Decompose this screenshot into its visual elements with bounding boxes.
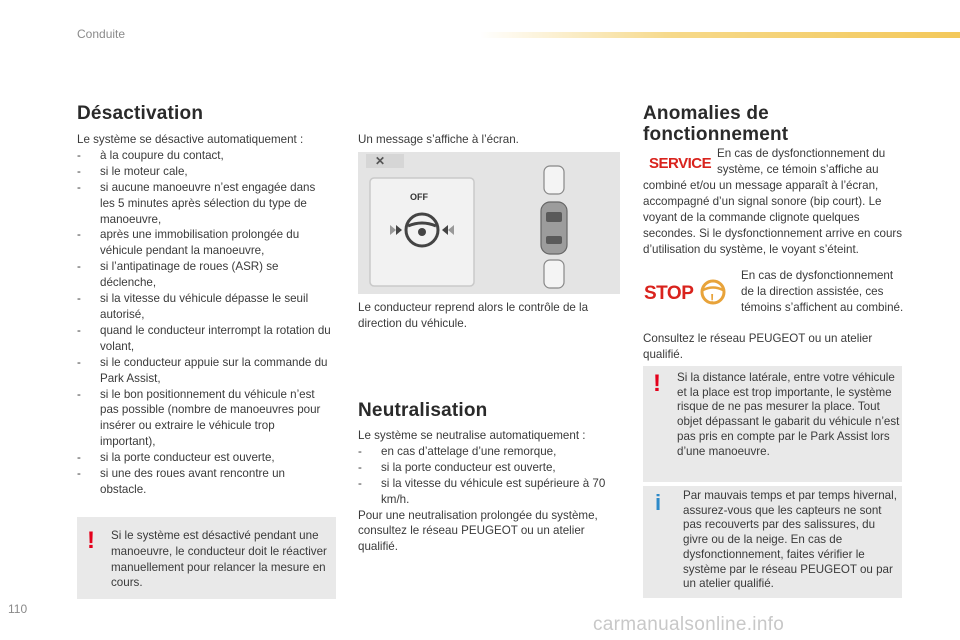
warning-note-box bbox=[77, 517, 336, 599]
section-title: Conduite bbox=[77, 27, 126, 41]
header-accent-bar bbox=[480, 32, 960, 38]
service-text-b: combiné et/ou un message apparaît à l’écran, accompagné d’un signal sonore (bip court). Le voyant de la commande clignote quelques secondes. Si le dysfonctionnement arrive en cours d’utilisation du système, le voyant s’éteint. bbox=[643, 179, 903, 256]
neutralisation-text bbox=[358, 428, 616, 555]
off-label: OFF bbox=[410, 192, 428, 202]
heading-desactivation: Désactivation bbox=[77, 103, 204, 124]
list-item: - si la porte conducteur est ouverte, bbox=[77, 451, 275, 465]
warning-icon: ! bbox=[653, 370, 661, 397]
list-item: - si le moteur cale, bbox=[77, 164, 188, 178]
list-item: - si l’antipatinage de roues (ASR) se déclenche, bbox=[77, 260, 279, 290]
neutralisation-intro: Le système se neutralise automatiquement : bbox=[358, 429, 586, 442]
warning-icon: ! bbox=[87, 527, 95, 554]
neutralisation-list bbox=[358, 444, 616, 508]
heading-neutralisation: Neutralisation bbox=[358, 400, 488, 421]
list-item: - si le conducteur appuie sur la commande du Park Assist, bbox=[77, 355, 328, 385]
service-warning-icon bbox=[648, 151, 712, 173]
list-item: - si le bon positionnement du véhicule n’est pas possible (nombre de manoeuvres pour insérer ou extraire le véhicule trop important), bbox=[77, 387, 321, 449]
parked-cars-icon bbox=[541, 166, 567, 288]
stop-icon: STOP bbox=[644, 283, 694, 304]
control-resume-text: Le conducteur reprend alors le contrôle de la direction du véhicule. bbox=[358, 301, 589, 330]
service-text-a: En cas de dysfonctionnement du système, ce témoin s’affiche au bbox=[717, 147, 886, 176]
list-item: - si la vitesse du véhicule dépasse le seuil autorisé, bbox=[77, 292, 309, 321]
desactivation-text bbox=[77, 132, 332, 498]
info-note-text: Par mauvais temps et par temps hivernal, assurez-vous que les capteurs ne sont pas recouverts par des salissures, du givre ou de la neige. En cas de dysfonctionnement, faites vérifier le système par le réseau PEUGEOT ou par un atelier qualifié. bbox=[683, 489, 897, 591]
list-item: - si une des roues avant rencontre un obstacle. bbox=[77, 467, 285, 496]
steering-warning-icon bbox=[702, 281, 724, 306]
park-assist-screen bbox=[358, 152, 620, 294]
page-number: 110 bbox=[8, 602, 28, 616]
park-assist-screen-illustration bbox=[358, 152, 620, 294]
svg-text:!: ! bbox=[710, 291, 715, 306]
list-item: - après une immobilisation prolongée du véhicule pendant la manoeuvre, bbox=[77, 228, 300, 258]
warning-note-text-right: Si la distance latérale, entre votre véhicule et la place est trop importante, le système risque de ne pas mesurer la place. Tout objet dépassant le gabarit du véhicule n’est pas pris en compte par le Park Assist lors d’une manoeuvre. bbox=[677, 371, 900, 458]
stop-text: En cas de dysfonctionnement de la direction assistée, ces témoins s’affichent au combiné. bbox=[741, 269, 904, 314]
neutralisation-outro: Pour une neutralisation prolongée du système, consultez le réseau PEUGEOT ou un atelier qualifié. bbox=[358, 508, 598, 554]
warning-note-text: Si le système est désactivé pendant une manoeuvre, le conducteur doit le réactiver manuellement pour relancer la mesure en cours. bbox=[111, 529, 327, 590]
stop-warning-icons bbox=[643, 276, 733, 308]
list-item: - à la coupure du contact, bbox=[77, 148, 224, 162]
list-item: - en cas d’attelage d’une remorque, bbox=[358, 444, 557, 458]
screen-message-text: Un message s’affiche à l’écran. bbox=[358, 133, 519, 146]
list-item: - si la porte conducteur est ouverte, bbox=[358, 460, 556, 474]
heading-anomalies: Anomalies de fonctionnement bbox=[643, 103, 789, 145]
svg-text:SERVICE: SERVICE bbox=[649, 155, 712, 172]
list-item: - si la vitesse du véhicule est supérieure à 70 km/h. bbox=[358, 476, 606, 506]
close-icon: ✕ bbox=[375, 154, 386, 168]
watermark: carmanualsonline.info bbox=[593, 614, 785, 635]
desactivation-intro: Le système se désactive automatiquement : bbox=[77, 133, 304, 146]
info-icon: i bbox=[655, 490, 662, 515]
info-note-box bbox=[643, 486, 902, 598]
list-item: - quand le conducteur interrompt la rotation du volant, bbox=[77, 323, 331, 353]
warning-note-box-right bbox=[643, 366, 902, 482]
desactivation-list bbox=[77, 148, 332, 498]
consult-text: Consultez le réseau PEUGEOT ou un atelier qualifié. bbox=[643, 332, 873, 361]
list-item: - si aucune manoeuvre n’est engagée dans les 5 minutes après sélection du type de manoeuvre, bbox=[77, 180, 316, 226]
